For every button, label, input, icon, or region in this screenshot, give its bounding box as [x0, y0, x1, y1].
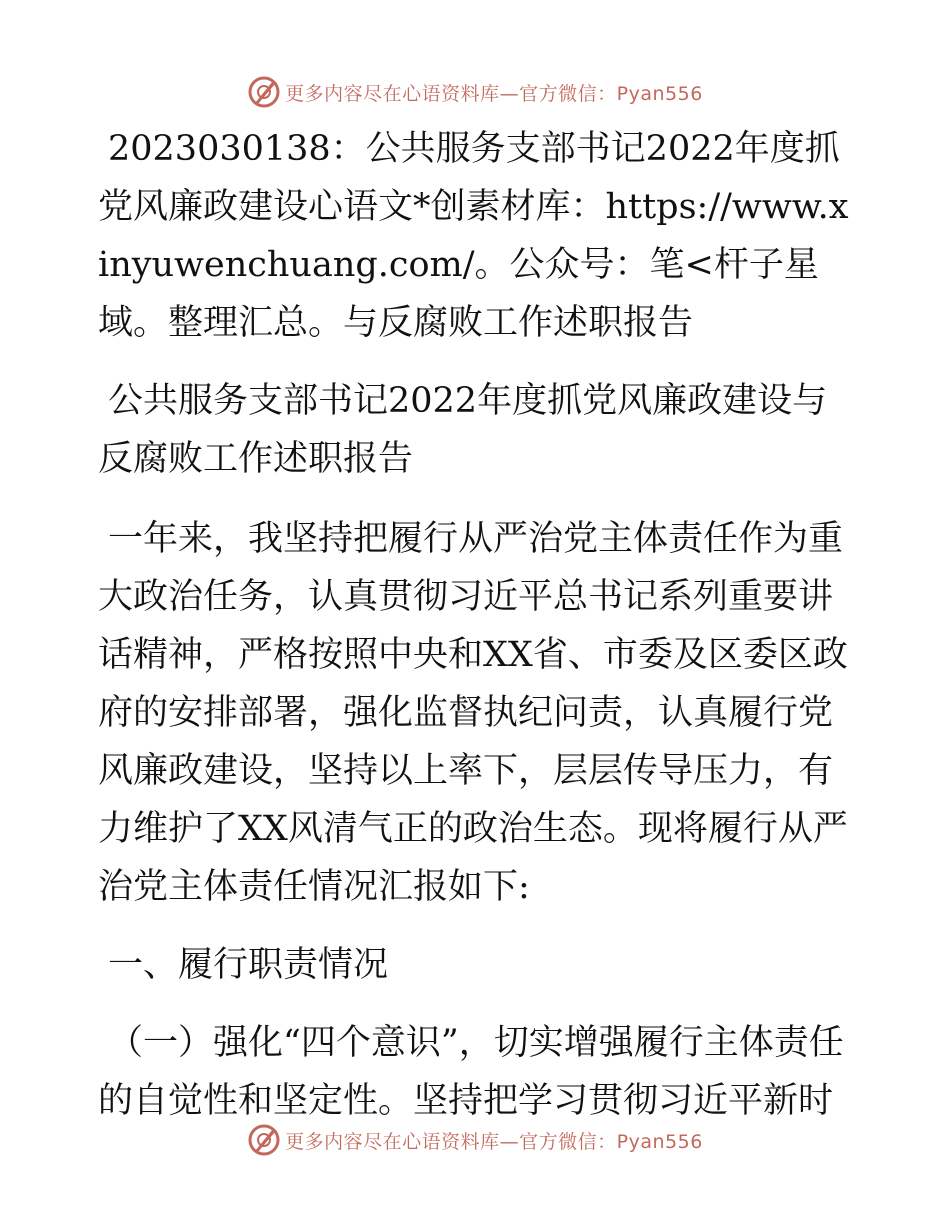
- subsection-paragraph: （一）强化“四个意识”，切实增强履行主体责任的自觉性和坚定性。坚持把学习贯彻习近平新时: [98, 1023, 844, 1121]
- intro-paragraph: 一年来，我坚持把履行从严治党主体责任作为重大政治任务，认真贯彻习近平总书记系列重要讲话精神，严格按照中央和XX省、市委及区委区政府的安排部署，强化监督执纪问责，认真履行党风廉政建设，坚持以上率下，层层传导压力，有力维护了XX风清气正的政治生态。现将履行从严治党主体责任情况汇报如下:: [98, 519, 848, 907]
- watermark-text: 更多内容尽在心语资料库—官方微信：Pyan556: [285, 82, 703, 105]
- document-title: 公共服务支部书记2022年度抓党风廉政建设与反腐败工作述职报告: [98, 381, 828, 479]
- section-heading: 一、履行职责情况: [108, 945, 389, 985]
- document-body: [98, 120, 858, 1150]
- quill-logo-icon: [247, 75, 281, 109]
- watermark-banner-top: [0, 72, 950, 112]
- watermark-text: 更多内容尽在心语资料库—官方微信：Pyan556: [285, 1130, 703, 1153]
- header-paragraph: 2023030138：公共服务支部书记2022年度抓党风廉政建设心语文*创素材库：https://www.xinyuwenchuang.com/。公众号：笔<杆子星域。整理汇总。与反腐败工作述职报告: [98, 129, 849, 343]
- watermark-banner-bottom: [0, 1120, 950, 1160]
- quill-logo-icon: [247, 1123, 281, 1157]
